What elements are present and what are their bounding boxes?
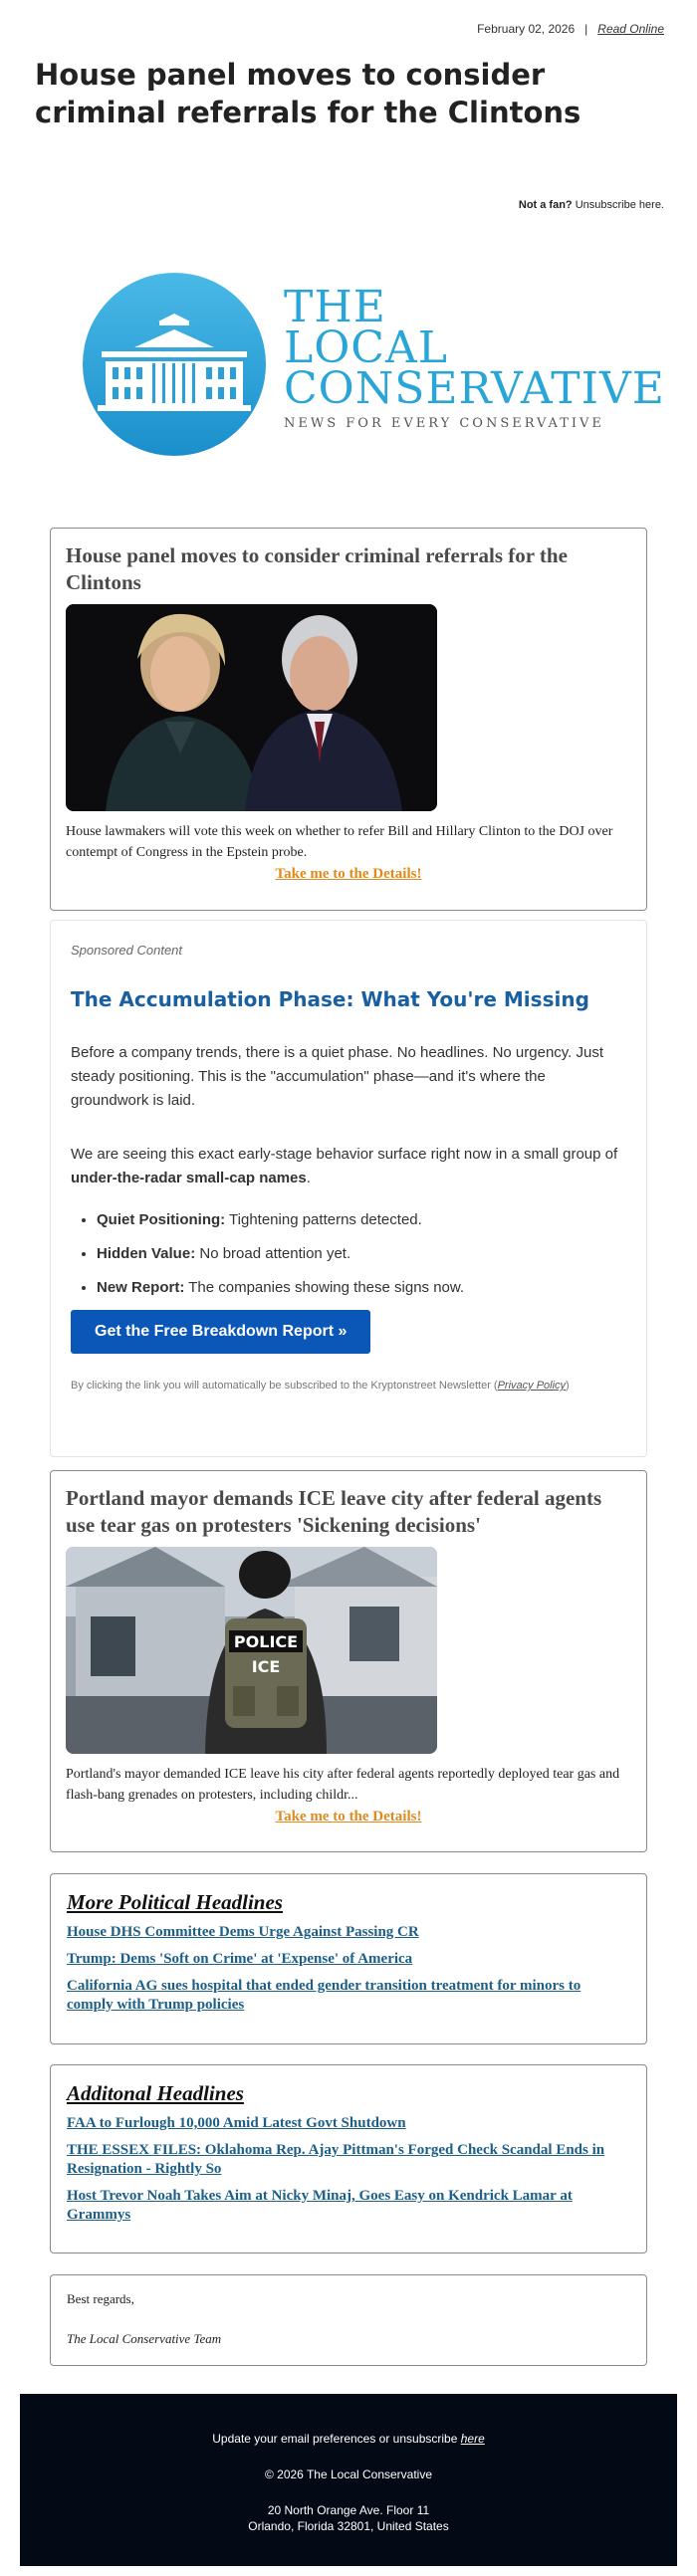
address-line-1: 20 North Orange Ave. Floor 11 [267,2503,430,2517]
disclaimer-close: ) [566,1380,570,1392]
paragraph-2-text-a: We are seeing this exact early-stage behavior surface right now in a small group of [71,1146,618,1163]
send-date: February 02, 2026 [477,22,576,36]
headline-link[interactable]: FAA to Furlough 10,000 Amid Latest Govt Shutdown [67,2115,406,2131]
section-heading: More Political Headlines [67,1890,283,1914]
email-footer [20,2394,677,2566]
ice-agent-photo [66,1547,437,1754]
headline-link[interactable]: House DHS Committee Dems Urge Against Passing CR [67,1924,419,1940]
brand-logo [80,265,665,464]
vest-text-ice: ICE [251,1657,281,1676]
bullet-bold: Hidden Value: [97,1245,196,1262]
details-link[interactable]: Take me to the Details! [275,1809,422,1825]
bullet-text: No broad attention yet. [195,1245,351,1262]
logo-tagline: NEWS FOR EVERY CONSERVATIVE [284,416,604,431]
more-political-headlines [50,1873,647,2044]
paragraph-2-bold: under-the-radar small-cap names [71,1170,307,1186]
team-signature: The Local Conservative Team [67,2331,222,2346]
regards-text: Best regards, [67,2291,134,2306]
unsubscribe-footer-link[interactable]: here [460,2432,485,2446]
story-summary: Portland's mayor demanded ICE leave his city after federal agents reportedly deployed tear gas and flash-bang grenades on protesters, including childr... [66,1767,620,1803]
disclaimer-text: By clicking the link you will automatically be subscribed to the Kryptonstreet Newsletter ( [71,1380,498,1392]
copyright: © 2026 The Local Conservative [264,2468,433,2481]
vest-text-police: POLICE [233,1632,299,1651]
white-house-icon [80,270,269,459]
headline-link[interactable]: Host Trevor Noah Takes Aim at Nicky Minaj, Goes Easy on Kendrick Lamar at Grammys [67,2188,573,2223]
read-online-link[interactable]: Read Online [597,22,664,36]
email-headline: House panel moves to consider criminal referrals for the Clintons [35,58,581,129]
bullet-item [97,1276,626,1300]
bullet-item [97,1242,626,1266]
headline-link[interactable]: Trump: Dems 'Soft on Crime' at 'Expense' of America [67,1951,413,1967]
logo-line-2: LOCAL [284,322,448,373]
preferences-text: Update your email preferences or unsubscribe [212,2432,461,2446]
top-bar [477,22,664,36]
separator: | [584,22,588,36]
paragraph-2-text-c: . [306,1170,311,1186]
bullet-bold: New Report: [97,1279,185,1296]
address-line-2: Orlando, Florida 32801, United States [248,2519,449,2533]
logo-line-3: CONSERVATIVE [284,363,665,414]
additional-headlines [50,2064,647,2254]
headline-link[interactable]: California AG sues hospital that ended gender transition treatment for minors to comply with Trump policies [67,1978,581,2013]
unsubscribe-top [519,199,664,211]
sponsored-paragraph-2 [71,1143,626,1190]
not-a-fan-label: Not a fan? [518,199,573,211]
sponsored-bullet-list [97,1208,626,1300]
clintons-photo [66,604,437,811]
details-link[interactable]: Take me to the Details! [275,866,422,882]
bullet-text: The companies showing these signs now. [184,1279,465,1296]
story-title: Portland mayor demands ICE leave city after federal agents use tear gas on protesters 'Sickening decisions' [66,1486,602,1537]
unsubscribe-top-link[interactable]: Unsubscribe here. [575,199,664,211]
sponsored-content-card [50,920,647,1457]
section-heading: Additonal Headlines [67,2081,244,2105]
sponsored-disclaimer [71,1380,626,1392]
signoff-card [50,2274,647,2366]
bullet-bold: Quiet Positioning: [97,1211,226,1228]
bullet-item [97,1208,626,1232]
story-photo-clintons[interactable] [66,604,437,811]
bullet-text: Tightening patterns detected. [225,1211,422,1228]
free-report-button[interactable]: Get the Free Breakdown Report » [71,1310,370,1354]
logo-line-1: THE [284,282,386,332]
story-card-clintons [50,528,647,911]
preferences-line [20,2394,677,2446]
story-card-portland [50,1470,647,1852]
headline-link[interactable]: THE ESSEX FILES: Oklahoma Rep. Ajay Pittman's Forged Check Scandal Ends in Resignation - Rightly So [67,2142,605,2177]
story-title: House panel moves to consider criminal referrals for the Clintons [66,543,568,594]
logo-wordmark [284,282,665,431]
sponsored-label: Sponsored Content [71,943,183,958]
privacy-policy-link[interactable]: Privacy Policy [497,1380,567,1392]
story-summary: House lawmakers will vote this week on whether to refer Bill and Hillary Clinton to the DOJ over contempt of Congress in the Epstein probe. [66,824,613,860]
sponsored-title: The Accumulation Phase: What You're Missing [71,987,589,1011]
sponsored-paragraph-1: Before a company trends, there is a quiet phase. No headlines. No urgency. Just steady positioning. This is the "accumulation" phase—and it's where the groundwork is laid. [71,1044,604,1109]
story-photo-ice[interactable] [66,1547,437,1754]
